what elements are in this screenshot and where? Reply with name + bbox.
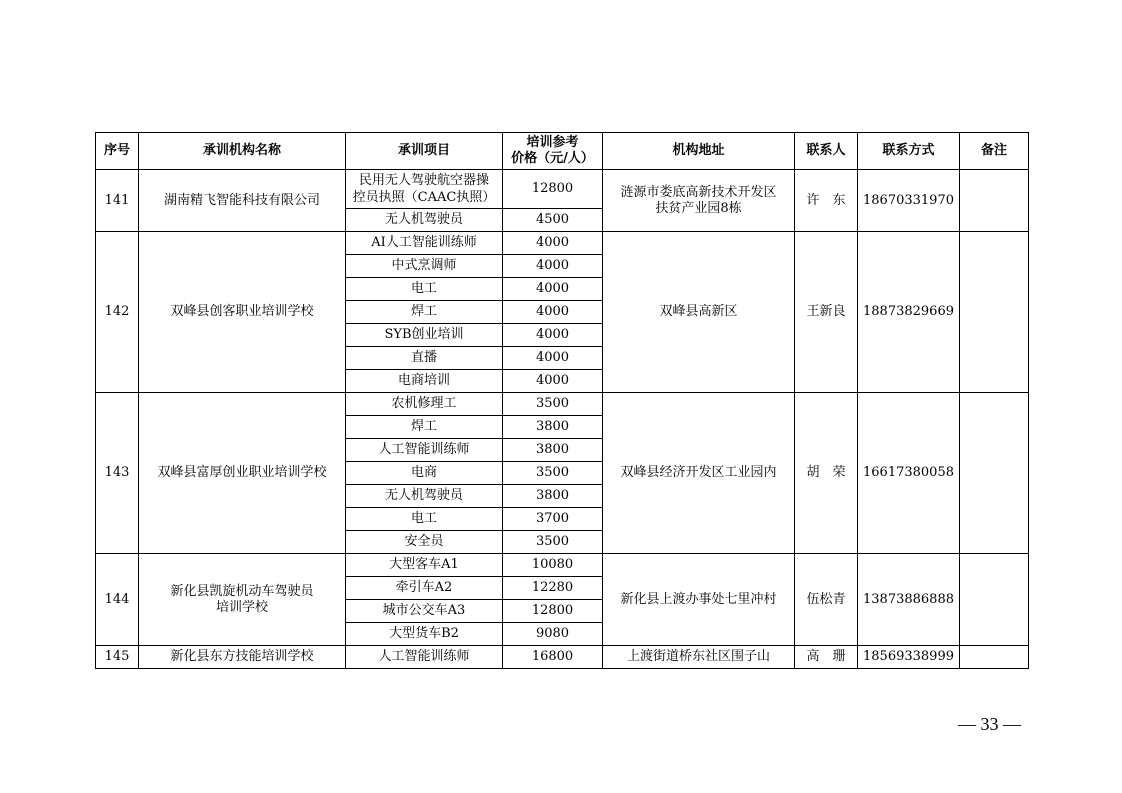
contact-cell: 胡 荣 [795,393,858,554]
contact-cell: 高 珊 [795,646,858,669]
header-price [503,133,603,170]
project-cell: 安全员 [346,531,503,554]
price-cell: 9080 [503,623,603,646]
price-cell: 3800 [503,439,603,462]
header-price-line1: 培训参考 [526,135,579,150]
note-cell [960,393,1029,554]
seq-cell: 145 [96,646,139,669]
table-row [96,646,1029,669]
price-cell: 12280 [503,577,603,600]
price-cell: 16800 [503,646,603,669]
seq-cell: 143 [96,393,139,554]
address-cell: 新化县上渡办事处七里冲村 [603,554,795,646]
page-number: — 33 — [958,714,1021,734]
price-cell: 12800 [503,170,603,209]
org-line1: 新化县凯旋机动车驾驶员 [170,583,314,599]
price-cell: 3500 [503,462,603,485]
note-cell [960,646,1029,669]
org-cell: 双峰县创客职业培训学校 [139,232,346,393]
price-cell: 4000 [503,255,603,278]
note-cell [960,170,1029,232]
project-cell: 电商 [346,462,503,485]
phone-cell: 18873829669 [858,232,960,393]
price-cell: 12800 [503,600,603,623]
contact-cell: 伍松青 [795,554,858,646]
project-cell: 电工 [346,278,503,301]
project-cell [346,170,503,209]
project-cell: 人工智能训练师 [346,439,503,462]
price-cell: 4000 [503,278,603,301]
project-line2: 控员执照（CAAC执照） [352,190,496,205]
header-price-line2: 价格（元/人） [511,151,594,166]
header-contact: 联系人 [795,133,858,170]
header-project: 承训项目 [346,133,503,170]
org-cell [139,554,346,646]
header-address: 机构地址 [603,133,795,170]
project-cell: 焊工 [346,301,503,324]
project-cell: 大型客车A1 [346,554,503,577]
header-org-name: 承训机构名称 [139,133,346,170]
project-cell: 电工 [346,508,503,531]
org-cell: 新化县东方技能培训学校 [139,646,346,669]
contact-cell: 许 东 [795,170,858,232]
price-cell: 4000 [503,301,603,324]
table-row [96,393,1029,416]
project-cell: 焊工 [346,416,503,439]
project-cell: 电商培训 [346,370,503,393]
project-cell: 无人机驾驶员 [346,209,503,232]
phone-cell: 18670331970 [858,170,960,232]
training-institution-table [95,132,1029,669]
project-cell: 大型货车B2 [346,623,503,646]
phone-cell: 16617380058 [858,393,960,554]
note-cell [960,554,1029,646]
note-cell [960,232,1029,393]
project-line1: 民用无人驾驶航空器操 [358,173,489,188]
price-cell: 3500 [503,393,603,416]
table-row [96,170,1029,209]
header-note: 备注 [960,133,1029,170]
project-cell: AI人工智能训练师 [346,232,503,255]
price-cell: 3800 [503,485,603,508]
org-cell: 双峰县富厚创业职业培训学校 [139,393,346,554]
address-cell: 双峰县高新区 [603,232,795,393]
price-cell: 4000 [503,324,603,347]
seq-cell: 141 [96,170,139,232]
address-cell: 上渡街道桥东社区围子山 [603,646,795,669]
address-cell: 双峰县经济开发区工业园内 [603,393,795,554]
project-cell: 农机修理工 [346,393,503,416]
price-cell: 4000 [503,370,603,393]
org-cell: 湖南精飞智能科技有限公司 [139,170,346,232]
project-cell: 无人机驾驶员 [346,485,503,508]
price-cell: 3700 [503,508,603,531]
project-cell: SYB创业培训 [346,324,503,347]
address-line2: 扶贫产业园8栋 [655,200,742,216]
header-phone: 联系方式 [858,133,960,170]
phone-cell: 13873886888 [858,554,960,646]
price-cell: 4000 [503,347,603,370]
table-row [96,554,1029,577]
org-line2: 培训学校 [215,599,268,615]
project-cell: 人工智能训练师 [346,646,503,669]
phone-cell: 18569338999 [858,646,960,669]
header-row [96,133,1029,170]
seq-cell: 144 [96,554,139,646]
seq-cell: 142 [96,232,139,393]
price-cell: 10080 [503,554,603,577]
project-cell: 牵引车A2 [346,577,503,600]
project-cell: 中式烹调师 [346,255,503,278]
price-cell: 3800 [503,416,603,439]
project-cell: 直播 [346,347,503,370]
address-line1: 涟源市娄底高新技术开发区 [620,184,777,200]
header-seq: 序号 [96,133,139,170]
contact-cell: 王新良 [795,232,858,393]
project-cell: 城市公交车A3 [346,600,503,623]
table-row [96,232,1029,255]
price-cell: 4500 [503,209,603,232]
price-cell: 4000 [503,232,603,255]
price-cell: 3500 [503,531,603,554]
address-cell [603,170,795,232]
